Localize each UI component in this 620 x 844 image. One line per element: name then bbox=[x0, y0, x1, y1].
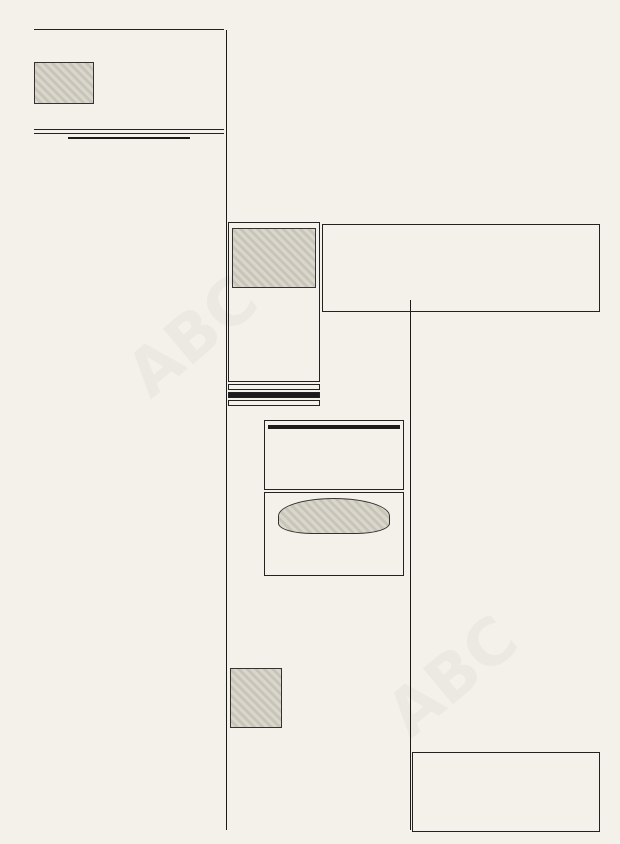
mecanografia-ad bbox=[228, 650, 408, 830]
oposiciones-ad bbox=[228, 585, 408, 645]
ad-box bbox=[268, 425, 400, 429]
ayto-navalcillos-notice bbox=[412, 646, 600, 746]
crossword bbox=[34, 136, 224, 139]
cizallas-ad bbox=[264, 420, 404, 490]
crossword-grid bbox=[68, 137, 190, 139]
ayto-segura-notice bbox=[412, 412, 600, 642]
botijos-ad bbox=[264, 492, 404, 576]
binoculars-illustration bbox=[232, 228, 316, 288]
watermark: ABC bbox=[113, 261, 273, 413]
left-column bbox=[34, 26, 224, 836]
watermark: ABC bbox=[373, 601, 533, 753]
alquiler-ad bbox=[34, 32, 224, 126]
empresas-editoras-ad bbox=[322, 224, 600, 312]
cizallas-botijos bbox=[264, 420, 409, 580]
typist-illustration bbox=[230, 668, 282, 728]
plazos-ad bbox=[228, 400, 320, 406]
column-rule bbox=[226, 30, 227, 830]
gemelos-ad bbox=[228, 222, 320, 382]
jug-illustration bbox=[278, 498, 390, 534]
arrendadores-ad bbox=[228, 30, 600, 220]
balneario-alange-ad bbox=[412, 752, 600, 832]
relojes-ad bbox=[228, 392, 320, 398]
sanatorio-ad bbox=[322, 316, 600, 408]
nave-ad bbox=[228, 384, 320, 390]
typewriter-illustration bbox=[34, 62, 94, 104]
